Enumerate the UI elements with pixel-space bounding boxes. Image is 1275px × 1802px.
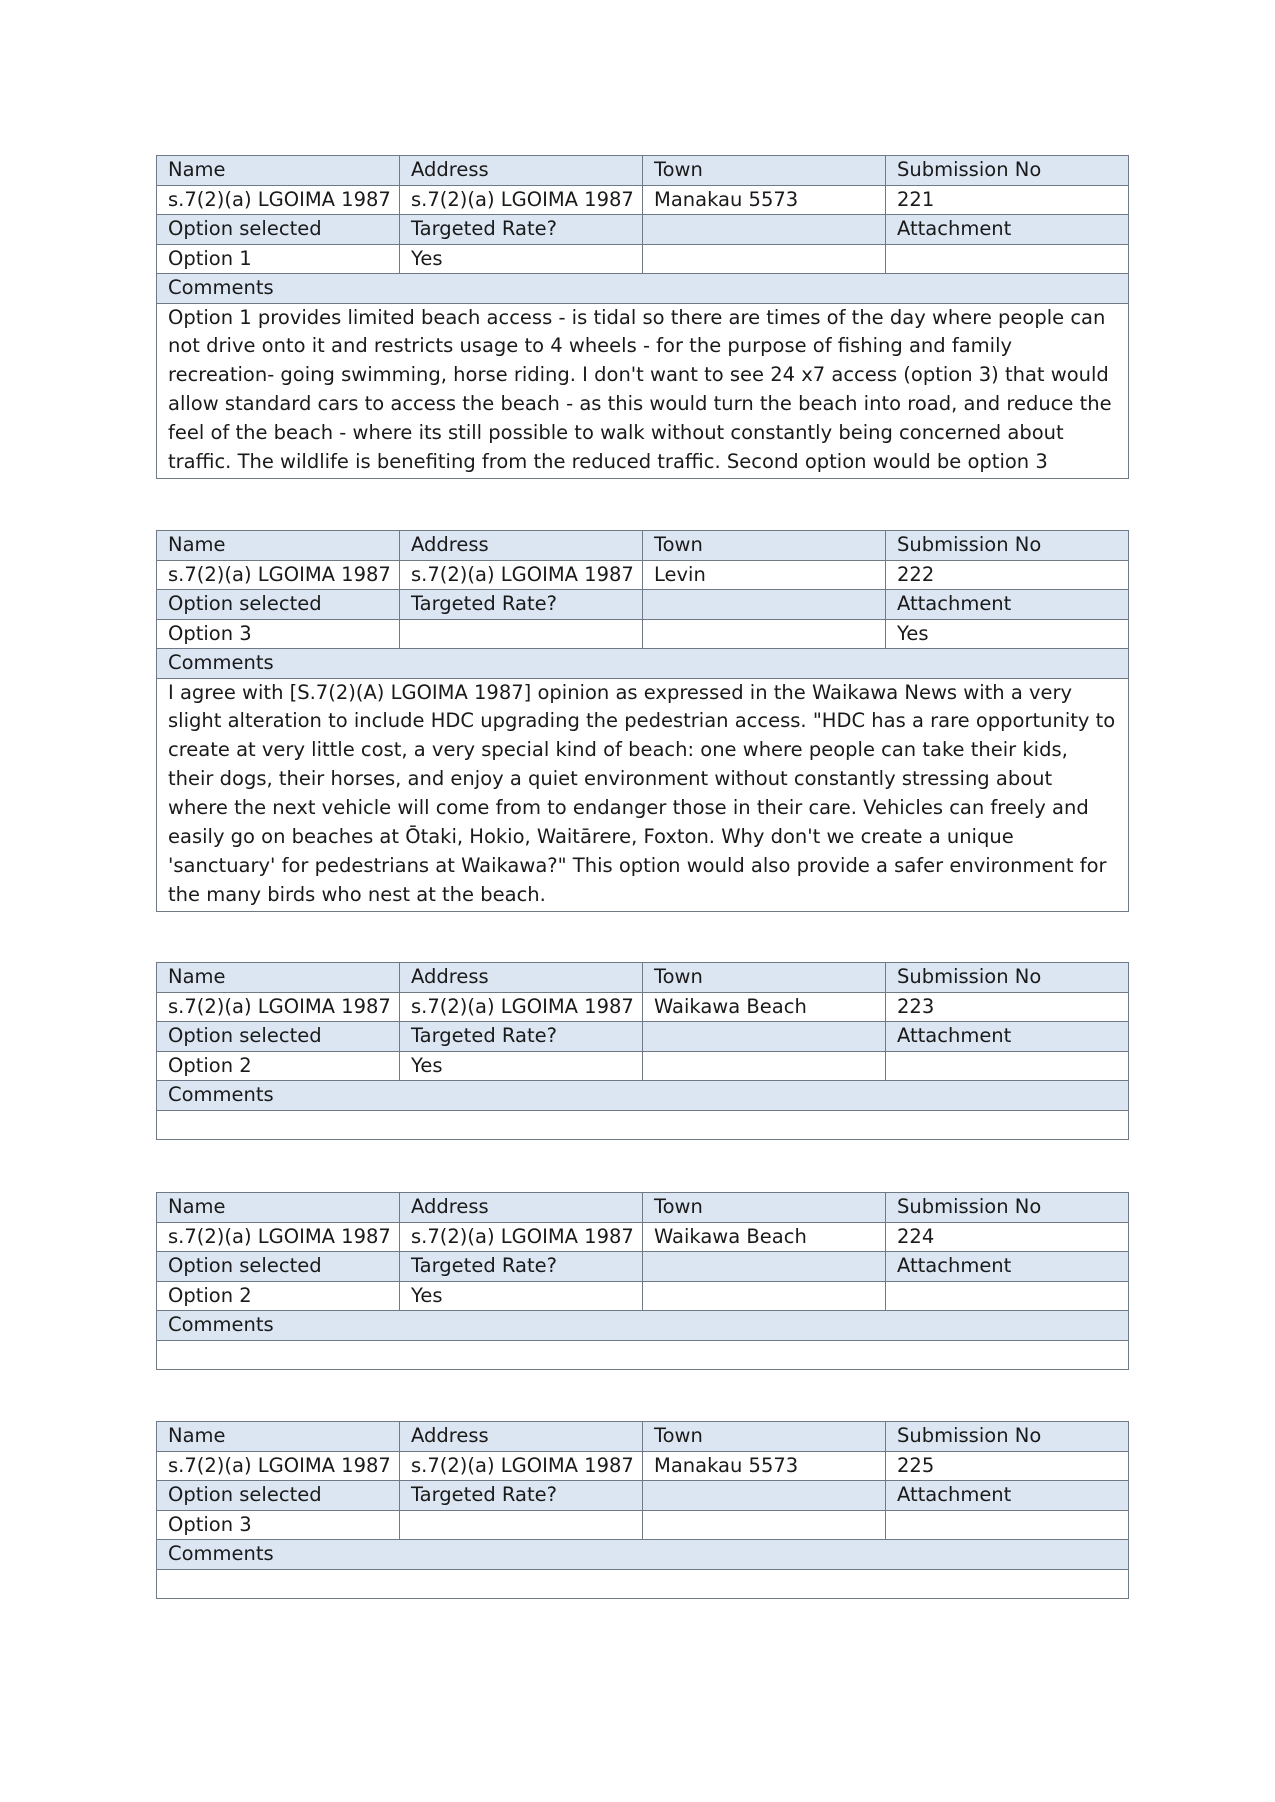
address-value: s.7(2)(a) LGOIMA 1987	[400, 992, 643, 1022]
comments-text	[157, 1110, 1129, 1140]
name-value: s.7(2)(a) LGOIMA 1987	[157, 1222, 400, 1252]
option-value: Option 3	[157, 1510, 400, 1540]
name-label: Name	[157, 1422, 400, 1452]
comments-header-row	[157, 274, 1129, 304]
option-header-row	[157, 1481, 1129, 1511]
option-header-row	[157, 215, 1129, 245]
address-value: s.7(2)(a) LGOIMA 1987	[400, 185, 643, 215]
targeted-rate-value: Yes	[400, 1281, 643, 1311]
address-label: Address	[400, 1193, 643, 1223]
targeted-rate-value	[400, 1510, 643, 1540]
attachment-label: Attachment	[886, 215, 1129, 245]
targeted-rate-label: Targeted Rate?	[400, 1252, 643, 1282]
blank-cell	[643, 1252, 886, 1282]
blank-cell	[643, 590, 886, 620]
targeted-rate-value	[400, 619, 643, 649]
option-value: Option 3	[157, 619, 400, 649]
town-label: Town	[643, 1422, 886, 1452]
blank-cell	[643, 244, 886, 274]
blank-cell	[643, 1051, 886, 1081]
town-label: Town	[643, 1193, 886, 1223]
attachment-value	[886, 1051, 1129, 1081]
attachment-label: Attachment	[886, 590, 1129, 620]
town-value: Manakau 5573	[643, 185, 886, 215]
option-selected-label: Option selected	[157, 1022, 400, 1052]
targeted-rate-label: Targeted Rate?	[400, 590, 643, 620]
submission-no-label: Submission No	[886, 1422, 1129, 1452]
attachment-label: Attachment	[886, 1022, 1129, 1052]
attachment-value: Yes	[886, 619, 1129, 649]
option-row	[157, 1510, 1129, 1540]
comments-text	[157, 1569, 1129, 1599]
option-row	[157, 1281, 1129, 1311]
option-selected-label: Option selected	[157, 1481, 400, 1511]
comments-row	[157, 1569, 1129, 1599]
option-value: Option 2	[157, 1281, 400, 1311]
submission-no-label: Submission No	[886, 963, 1129, 993]
name-value: s.7(2)(a) LGOIMA 1987	[157, 560, 400, 590]
attachment-value	[886, 1281, 1129, 1311]
option-value: Option 1	[157, 244, 400, 274]
submission-table	[156, 1421, 1129, 1599]
address-label: Address	[400, 531, 643, 561]
town-value: Waikawa Beach	[643, 992, 886, 1022]
submission-no-label: Submission No	[886, 156, 1129, 186]
option-row	[157, 619, 1129, 649]
name-label: Name	[157, 156, 400, 186]
attachment-label: Attachment	[886, 1481, 1129, 1511]
details-row	[157, 992, 1129, 1022]
submission-no-label: Submission No	[886, 531, 1129, 561]
attachment-label: Attachment	[886, 1252, 1129, 1282]
attachment-value	[886, 244, 1129, 274]
name-value: s.7(2)(a) LGOIMA 1987	[157, 992, 400, 1022]
address-label: Address	[400, 1422, 643, 1452]
address-value: s.7(2)(a) LGOIMA 1987	[400, 1222, 643, 1252]
name-value: s.7(2)(a) LGOIMA 1987	[157, 185, 400, 215]
comments-text: Option 1 provides limited beach access - is tidal so there are times of the day where people can not drive onto it and restricts usage to 4 wheels - for the purpose of fishing and family recreation- going swimming, horse riding. I don't want to see 24 x7 access (option 3) that would allow standard cars to access the beach - as this would turn the beach into road, and reduce the feel of the beach - where its still possible to walk without constantly being concerned about traffic. The wildlife is benefiting from the reduced traffic. Second option would be option 3	[157, 303, 1129, 478]
option-value: Option 2	[157, 1051, 400, 1081]
comments-header-row	[157, 649, 1129, 679]
blank-cell	[643, 619, 886, 649]
comments-label: Comments	[157, 649, 1129, 679]
details-row	[157, 1222, 1129, 1252]
town-value: Waikawa Beach	[643, 1222, 886, 1252]
header-row	[157, 1422, 1129, 1452]
town-label: Town	[643, 156, 886, 186]
targeted-rate-label: Targeted Rate?	[400, 1022, 643, 1052]
address-value: s.7(2)(a) LGOIMA 1987	[400, 560, 643, 590]
comments-header-row	[157, 1081, 1129, 1111]
option-header-row	[157, 590, 1129, 620]
comments-text	[157, 1340, 1129, 1370]
comments-label: Comments	[157, 1311, 1129, 1341]
option-selected-label: Option selected	[157, 215, 400, 245]
blank-cell	[643, 1481, 886, 1511]
blank-cell	[643, 215, 886, 245]
town-label: Town	[643, 531, 886, 561]
name-label: Name	[157, 963, 400, 993]
comments-row	[157, 1340, 1129, 1370]
submission-table	[156, 530, 1129, 912]
comments-header-row	[157, 1311, 1129, 1341]
address-label: Address	[400, 963, 643, 993]
blank-cell	[643, 1510, 886, 1540]
header-row	[157, 531, 1129, 561]
comments-label: Comments	[157, 1081, 1129, 1111]
comments-header-row	[157, 1540, 1129, 1570]
header-row	[157, 1193, 1129, 1223]
targeted-rate-label: Targeted Rate?	[400, 215, 643, 245]
targeted-rate-value: Yes	[400, 1051, 643, 1081]
targeted-rate-label: Targeted Rate?	[400, 1481, 643, 1511]
name-value: s.7(2)(a) LGOIMA 1987	[157, 1451, 400, 1481]
attachment-value	[886, 1510, 1129, 1540]
blank-cell	[643, 1281, 886, 1311]
details-row	[157, 560, 1129, 590]
comments-text: I agree with [S.7(2)(A) LGOIMA 1987] opinion as expressed in the Waikawa News with a very slight alteration to include HDC upgrading the pedestrian access. "HDC has a rare opportunity to create at very little cost, a very special kind of beach: one where people can take their kids, their dogs, their horses, and enjoy a quiet environment without constantly stressing about where the next vehicle will come from to endanger those in their care. Vehicles can freely and easily go on beaches at Ōtaki, Hokio, Waitārere, Foxton. Why don't we create a unique 'sanctuary' for pedestrians at Waikawa?" This option would also provide a safer environment for the many birds who nest at the beach.	[157, 678, 1129, 911]
submission-no-value: 223	[886, 992, 1129, 1022]
option-selected-label: Option selected	[157, 1252, 400, 1282]
blank-cell	[643, 1022, 886, 1052]
option-header-row	[157, 1252, 1129, 1282]
town-value: Manakau 5573	[643, 1451, 886, 1481]
submission-table	[156, 962, 1129, 1140]
submission-table	[156, 1192, 1129, 1370]
address-value: s.7(2)(a) LGOIMA 1987	[400, 1451, 643, 1481]
details-row	[157, 185, 1129, 215]
comments-label: Comments	[157, 274, 1129, 304]
submission-table	[156, 155, 1129, 479]
address-label: Address	[400, 156, 643, 186]
comments-row	[157, 303, 1129, 478]
option-row	[157, 244, 1129, 274]
targeted-rate-value: Yes	[400, 244, 643, 274]
name-label: Name	[157, 1193, 400, 1223]
header-row	[157, 156, 1129, 186]
town-value: Levin	[643, 560, 886, 590]
comments-label: Comments	[157, 1540, 1129, 1570]
submission-no-value: 224	[886, 1222, 1129, 1252]
details-row	[157, 1451, 1129, 1481]
town-label: Town	[643, 963, 886, 993]
comments-row	[157, 1110, 1129, 1140]
submission-no-value: 221	[886, 185, 1129, 215]
submission-no-label: Submission No	[886, 1193, 1129, 1223]
submission-no-value: 225	[886, 1451, 1129, 1481]
comments-row	[157, 678, 1129, 911]
option-selected-label: Option selected	[157, 590, 400, 620]
option-header-row	[157, 1022, 1129, 1052]
option-row	[157, 1051, 1129, 1081]
submission-no-value: 222	[886, 560, 1129, 590]
name-label: Name	[157, 531, 400, 561]
header-row	[157, 963, 1129, 993]
